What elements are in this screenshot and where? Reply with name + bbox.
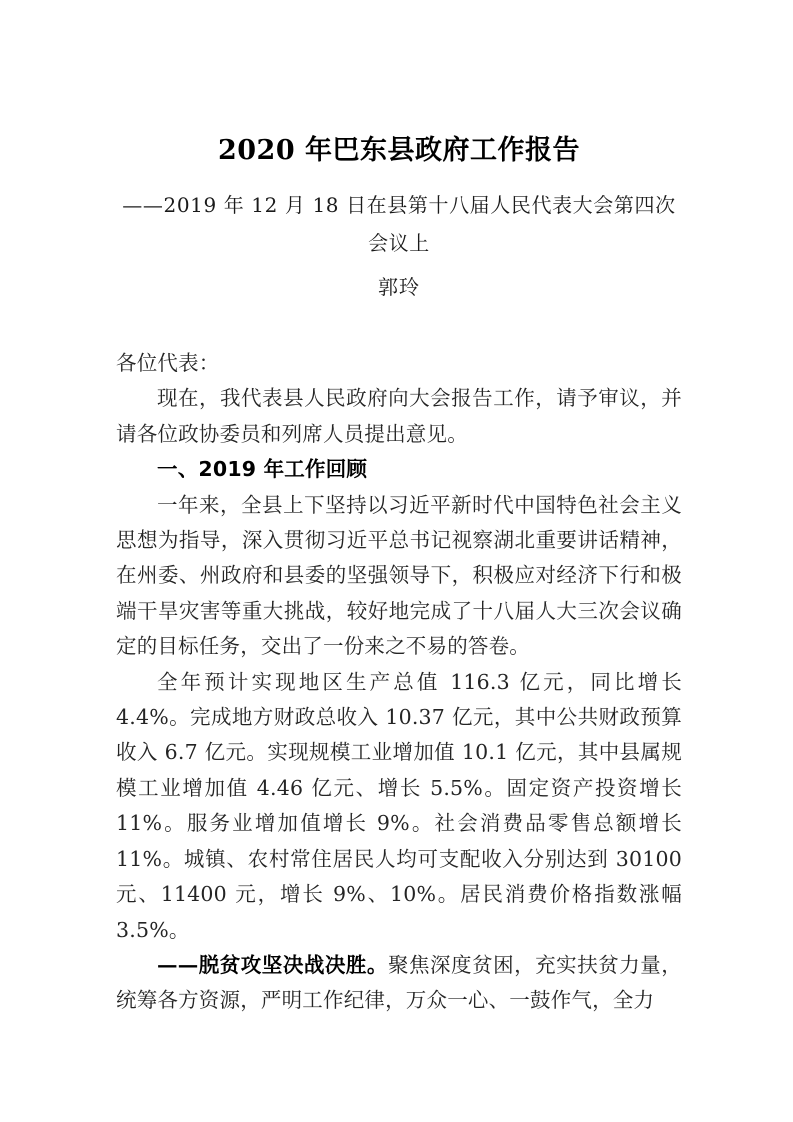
page-title: 2020 年巴东县政府工作报告 xyxy=(217,135,581,166)
statistics-paragraph: 全年预计实现地区生产总值 116.3 亿元，同比增长 4.4%。完成地方财政总收入 10.37 亿元，其中公共财政预算收入 6.7 亿元。实现规模工业增加值 10.1 亿元，其中县属规模工业增加值 4.46 亿元、增长 5.5%。固定资产投资增长 11%。服务业增加值增长 9%。社会消费品零售总额增长 11%。城镇、农村常住居民人均可支配收入分别达到 30100 元、11400 元，增长 9%、10%。居民消费价格指数涨幅 3.5%。 xyxy=(116,669,682,942)
poverty-alleviation-text: 聚焦深度贫困，充实扶贫力量，统筹各方资源，严明工作纪律，万众一心、一鼓作气，全力 xyxy=(116,952,682,1013)
section-heading-2019-review: 一、2019 年工作回顾 xyxy=(157,457,368,482)
opening-paragraph: 现在，我代表县人民政府向大会报告工作，请予审议，并请各位政协委员和列席人员提出意见。 xyxy=(116,386,682,446)
document-subtitle: ——2019 年 12 月 18 日在县第十八届人民代表大会第四次会议上 xyxy=(122,193,676,255)
poverty-alleviation-lead: ——脱贫攻坚决战决胜。 xyxy=(157,952,388,977)
review-paragraph: 一年来，全县上下坚持以习近平新时代中国特色社会主义思想为指导，深入贯彻习近平总书记视察湖北重要讲话精神，在州委、州政府和县委的坚强领导下，积极应对经济下行和极端干旱灾害等重大挑战，较好地完成了十八届人大三次会议确定的目标任务，交出了一份来之不易的答卷。 xyxy=(116,492,682,659)
document-author: 郭玲 xyxy=(378,275,420,299)
poverty-alleviation-paragraph xyxy=(116,948,682,1019)
document-content xyxy=(116,0,682,1019)
document-body xyxy=(116,346,682,1019)
salutation-line: 各位代表： xyxy=(116,351,220,375)
